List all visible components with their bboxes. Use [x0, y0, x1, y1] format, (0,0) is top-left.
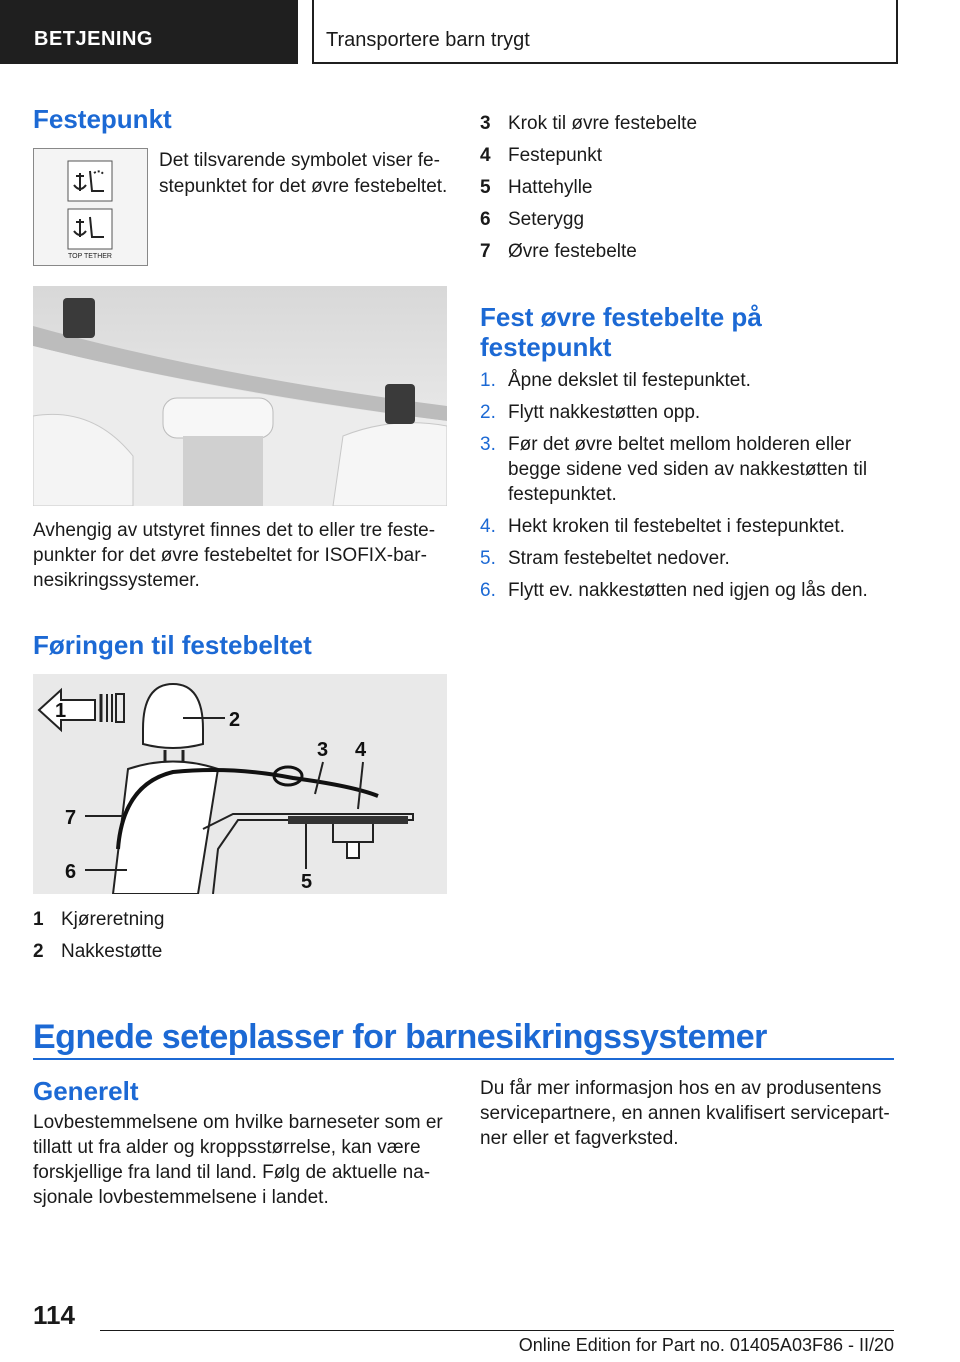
fest-heading: [480, 302, 894, 362]
step-item: [480, 432, 894, 507]
festepunkt-description: Avhengig av utstyret finnes det to eller tre festepunkter for det øvre festebeltet for ISOFIX-barnesikringssystemer.: [33, 520, 436, 591]
step-text: Stram festebeltet nedover.: [508, 548, 730, 569]
fest-heading-line2: festepunkt: [480, 332, 612, 362]
egnede-heading: Egnede seteplasser for barnesikringssystemer: [33, 1018, 767, 1056]
page-number: 114: [33, 1300, 75, 1330]
diagram-label-1: 1: [55, 700, 67, 722]
belt-routing-diagram: [33, 674, 447, 894]
legend-num: 5: [480, 177, 491, 198]
step-num: 5.: [480, 548, 496, 569]
step-item: [480, 368, 894, 393]
fest-heading-line1: Fest øvre festebelte på: [480, 302, 762, 332]
step-text: Flytt nakkestøtten opp.: [508, 402, 701, 423]
step-text: Hekt kroken til festebeltet i festepunktet.: [508, 516, 845, 537]
legend-item: [480, 204, 894, 236]
step-num: 2.: [480, 402, 496, 423]
step-item: [480, 514, 894, 539]
fest-steps: [480, 368, 894, 610]
legend-num: 4: [480, 145, 491, 166]
header-section-label: BETJENING: [34, 28, 153, 50]
diagram-label-4: 4: [355, 739, 367, 761]
diagram-label-5: 5: [301, 871, 313, 893]
step-num: 4.: [480, 516, 496, 537]
step-text: Før det øvre beltet mellom holderen eller begge sidene ved siden av nakkestøtten til festepunktet.: [508, 434, 868, 505]
legend-item: [480, 236, 894, 268]
legend-item: [33, 936, 447, 968]
top-tether-symbol: [33, 148, 148, 266]
festepunkt-heading: Festepunkt: [33, 104, 172, 134]
legend-num: 2: [33, 941, 44, 962]
top-tether-label: TOP TETHER: [68, 253, 112, 260]
diagram-label-7: 7: [65, 807, 77, 829]
header-topic-label: Transportere barn trygt: [326, 29, 530, 51]
legend-item: [480, 172, 894, 204]
step-item: [480, 578, 894, 603]
step-item: [480, 546, 894, 571]
legend-item: [480, 140, 894, 172]
legend-text: Nakkestøtte: [61, 941, 163, 962]
anchor-points-photo: [33, 286, 447, 506]
step-num: 3.: [480, 434, 496, 455]
generelt-text: Lovbestemmelsene om hvilke barneseter som er tillatt ut fra alder og kroppsstørrelse, kan være forskjellige fra land til land. Følg de aktuelle nasjonale lovbestemmelsene i landet.: [33, 1112, 443, 1208]
generelt-heading: Generelt: [33, 1076, 139, 1106]
step-num: 6.: [480, 580, 496, 601]
step-text: Åpne dekslet til festepunktet.: [508, 370, 751, 391]
generelt-right-text: Du får mer informasjon hos en av produsentens servicepartnere, en annen kvalifisert servicepartner eller et fagverksted.: [480, 1078, 890, 1149]
festepunkt-symbol-text: Det tilsvarende symbolet viser festepunktet for det øvre festebeltet.: [159, 150, 448, 197]
footer-rule: [100, 1330, 894, 1331]
legend-left: [33, 904, 447, 968]
legend-num: 3: [480, 113, 491, 134]
step-item: [480, 400, 894, 425]
legend-text: Seterygg: [508, 209, 585, 230]
foringen-heading: Føringen til festebeltet: [33, 630, 312, 660]
step-num: 1.: [480, 370, 496, 391]
legend-num: 6: [480, 209, 491, 230]
footer-edition: Online Edition for Part no. 01405A03F86 - II/20: [518, 1335, 894, 1355]
header-section-tab: [0, 0, 298, 64]
legend-right: [480, 108, 894, 268]
diagram-label-2: 2: [229, 709, 241, 731]
legend-item: [33, 904, 447, 936]
legend-num: 7: [480, 241, 491, 262]
diagram-label-3: 3: [317, 739, 329, 761]
section-rule: [33, 1058, 894, 1060]
legend-text: Øvre festebelte: [508, 241, 637, 262]
legend-text: Hattehylle: [508, 177, 593, 198]
step-text: Flytt ev. nakkestøtten ned igjen og lås den.: [508, 580, 868, 601]
legend-text: Festepunkt: [508, 145, 602, 166]
legend-item: [480, 108, 894, 140]
legend-text: Kjøreretning: [61, 909, 165, 930]
legend-num: 1: [33, 909, 44, 930]
legend-text: Krok til øvre festebelte: [508, 113, 698, 134]
header-topic-box: [312, 0, 898, 64]
diagram-label-6: 6: [65, 861, 77, 883]
